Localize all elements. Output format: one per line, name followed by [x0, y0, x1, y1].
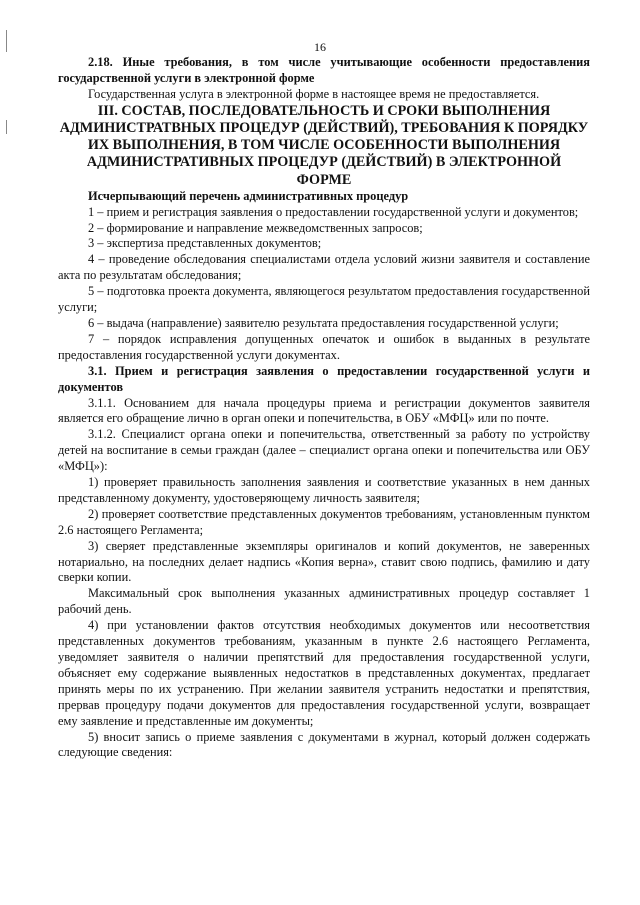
procedures-list-heading: Исчерпывающий перечень административных процедур — [88, 188, 409, 203]
section-3-1-paragraph: 1) проверяет правильность заполнения заявления и соответствие указанных в нем данных представленному документу, удостоверяющему личность заявителя; — [58, 475, 590, 505]
section-3-1-paragraph: Максимальный срок выполнения указанных административных процедур составляет 1 рабочий день. — [58, 586, 590, 617]
section-2-18-heading: 2.18. Иные требования, в том числе учитывающие особенности предоставления государственной услуги в электронной форме — [58, 55, 590, 85]
procedure-list-item: 5 – подготовка проекта документа, являющегося результатом предоставления государственной услуги; — [58, 284, 590, 315]
procedure-list-item: 1 – прием и регистрация заявления о предоставлении государственной услуги и документов; — [88, 204, 579, 219]
procedure-list-item: 3 – экспертиза представленных документов; — [88, 236, 322, 251]
procedure-list-item: 4 – проведение обследования специалистами отдела условий жизни заявителя и составление акта по результатам обследования; — [58, 252, 590, 283]
procedure-list-item: 7 – порядок исправления допущенных опечаток и ошибок в выданных в результате предоставления государственной услуги документах. — [58, 331, 590, 362]
section-3-1-paragraph: 3.1.2. Специалист органа опеки и попечительства, ответственный за работу по устройству детей на воспитание в семьи граждан (далее – специалист органа опеки и попечительства или ОБУ «МФЦ»): — [58, 427, 590, 474]
procedure-list-item: 6 – выдача (направление) заявителю результата предоставления государственной услуги; — [88, 315, 559, 330]
document-body — [58, 55, 590, 761]
chapter-3-title: III. СОСТАВ, ПОСЛЕДОВАТЕЛЬНОСТЬ И СРОКИ ВЫПОЛНЕНИЯ АДМИНИСТРАТВНЫХ ПРОЦЕДУР (ДЕЙСТВИЙ), ТРЕБОВАНИЯ К ПОРЯДКУ ИХ ВЫПОЛНЕНИЯ, В ТОМ ЧИСЛЕ ОСОБЕННОСТИ ВЫПОЛНЕНИЯ АДМИНИСТРАТИВНЫХ ПРОЦЕДУР (ДЕЙСТВИЙ) В ЭЛЕКТРОННОЙ ФОРМЕ — [59, 102, 589, 188]
section-3-1-paragraph: 4) при установлении фактов отсутствия необходимых документов или несоответствия представленных документов требованиям, указанным в пункте 2.6 настоящего Регламента, уведомляет заявителя о наличии препятствий для предоставления государственной услуги, объясняет ему содержание выявленных недостатков в представленных документах, предлагает принять меры по их устранению. При желании заявителя устранить недостатки и препятствия, прервав процедуру подачи документов для предоставления государственной услуги, возвращает ему заявление и представленные им документы; — [58, 618, 590, 728]
scan-edge-mark — [6, 120, 7, 134]
page-number: 16 — [314, 40, 326, 54]
section-3-1-heading: 3.1. Прием и регистрация заявления о предоставлении государственной услуги и документов — [58, 363, 590, 394]
section-3-1-paragraph: 5) вносит запись о приеме заявления с документами в журнал, который должен содержать следующие сведения: — [58, 729, 590, 760]
procedure-list-item: 2 – формирование и направление межведомственных запросов; — [88, 220, 423, 235]
section-3-1-paragraph: 3.1.1. Основанием для начала процедуры приема и регистрации документов заявителя является его обращение лично в орган опеки и попечительства, в ОБУ «МФЦ» или по почте. — [58, 395, 590, 426]
section-2-18-text: Государственная услуга в электронной форме в настоящее время не предоставляется. — [88, 86, 540, 101]
section-3-1-paragraph: 2) проверяет соответствие представленных документов требованиям, установленным пунктом 2.6 настоящего Регламента; — [58, 506, 590, 537]
section-3-1-paragraph: 3) сверяет представленные экземпляры оригиналов и копий документов, не заверенных нотариально, на последних делает надпись «Копия верна», ставит свою подпись, фамилию и дату сверки копии. — [58, 538, 590, 585]
